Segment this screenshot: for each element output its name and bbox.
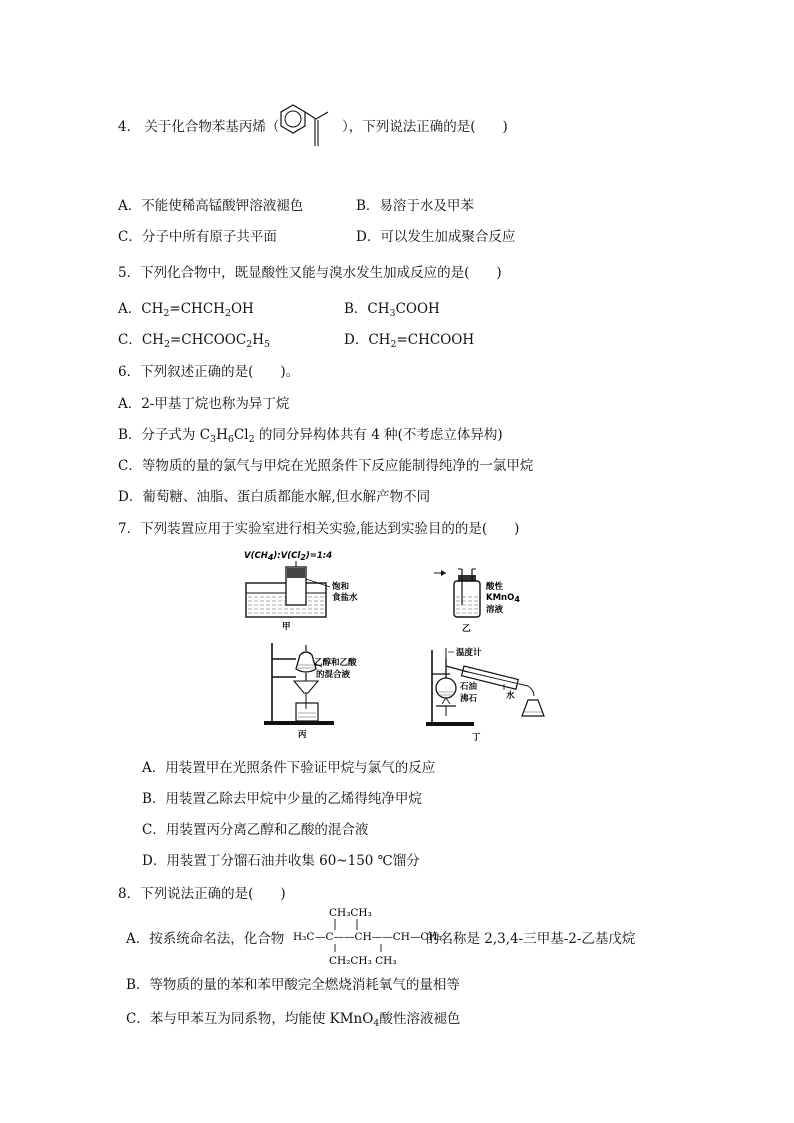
svg-text:KMnO4: KMnO4 <box>486 593 520 604</box>
svg-text:甲: 甲 <box>282 622 291 632</box>
q5-option-d: D．$CH_2=CHCOOH$ <box>344 332 475 350</box>
q6-option-c: C．等物质的量的氯气与甲烷在光照条件下反应能制得纯净的一氯甲烷 <box>118 458 534 474</box>
q7-option-d: D．用装置丁分馏石油并收集 60~150 ℃馏分 <box>142 853 420 869</box>
q4-stem-prefix: 4． 关于化合物苯基丙烯（ <box>118 119 280 135</box>
svg-text:石油: 石油 <box>460 682 478 692</box>
apparatus-yi-figure <box>432 565 522 637</box>
q4-option-c: C．分子中所有原子共平面 <box>118 229 277 245</box>
svg-text:丙: 丙 <box>298 730 307 740</box>
q7-option-c: C．用装置丙分离乙醇和乙酸的混合液 <box>142 822 369 838</box>
svg-text:饱和: 饱和 <box>332 582 350 592</box>
q5-option-b: B．$CH_3COOH$ <box>344 301 440 319</box>
q8-option-c: C．苯与甲苯互为同系物，均能使 KMnO$_4$酸性溶液褪色 <box>126 1011 461 1029</box>
svg-text:食盐水: 食盐水 <box>332 593 358 603</box>
svg-text:乙醇和乙酸: 乙醇和乙酸 <box>314 658 357 668</box>
svg-text:V(CH4):V(Cl2)=1:4: V(CH4):V(Cl2)=1:4 <box>244 551 333 562</box>
q5-option-c: C．$CH_2=CHCOOC_2H_5$ <box>118 332 271 350</box>
q6-option-a: A．2-甲基丁烷也称为异丁烷 <box>118 396 290 412</box>
svg-text:水: 水 <box>506 691 515 701</box>
q7-option-a: A．用装置甲在光照条件下验证甲烷与氯气的反应 <box>142 760 436 776</box>
q7-option-b: B．用装置乙除去甲烷中少量的乙烯得纯净甲烷 <box>142 791 422 807</box>
svg-text:酸性: 酸性 <box>486 582 504 592</box>
q8-option-a-suffix: 的名称是 2,3,4-三甲基-2-乙基戊烷 <box>426 931 636 947</box>
q6-stem: 6．下列叙述正确的是( )。 <box>118 364 300 380</box>
svg-text:H₃C: H₃C <box>293 931 315 943</box>
svg-text:温度计: 温度计 <box>456 648 482 658</box>
q5-stem: 5．下列化合物中，既显酸性又能与溴水发生加成反应的是( ) <box>118 265 502 281</box>
svg-text:CH₃CH₃: CH₃CH₃ <box>329 907 372 919</box>
q6-option-d: D．葡萄糖、油脂、蛋白质都能水解,但水解产物不同 <box>118 489 431 505</box>
apparatus-ding-figure <box>424 644 554 744</box>
svg-text:—C——CH——CH—CH₃: —C——CH——CH—CH₃ <box>315 931 442 943</box>
q4-option-d: D．可以发生加成聚合反应 <box>356 229 516 245</box>
svg-text:沸石: 沸石 <box>460 694 478 704</box>
q5-option-a: A．$CH_2=CHCH_2OH$ <box>118 301 254 319</box>
q4-stem-suffix: ），下列说法正确的是( ) <box>342 119 508 135</box>
svg-text:CH₂CH₃ CH₃: CH₂CH₃ CH₃ <box>329 955 397 967</box>
apparatus-jia-figure <box>240 549 370 633</box>
q4-option-b: B．易溶于水及甲苯 <box>356 198 474 214</box>
q8-option-a-prefix: A．按系统命名法，化合物 <box>126 931 285 947</box>
q4-option-a: A．不能使稀高锰酸钾溶液褪色 <box>118 198 304 214</box>
svg-text:溶液: 溶液 <box>486 605 504 615</box>
q8-stem: 8．下列说法正确的是( ) <box>118 886 286 902</box>
q6-option-b: B．分子式为 $C_3H_6Cl_2$ 的同分异构体共有 4 种(不考虑立体异构) <box>118 427 503 445</box>
svg-text:的混合液: 的混合液 <box>316 670 351 680</box>
apparatus-bing-figure <box>258 637 368 741</box>
phenylpropene-structure-icon <box>278 100 348 152</box>
svg-text:乙: 乙 <box>462 624 471 634</box>
branched-alkane-structure-icon <box>293 906 442 970</box>
q8-option-b: B．等物质的量的苯和苯甲酸完全燃烧消耗氧气的量相等 <box>126 977 460 993</box>
q7-stem: 7．下列装置应用于实验室进行相关实验,能达到实验目的的是( ) <box>118 521 520 537</box>
svg-text:丁: 丁 <box>472 733 481 743</box>
